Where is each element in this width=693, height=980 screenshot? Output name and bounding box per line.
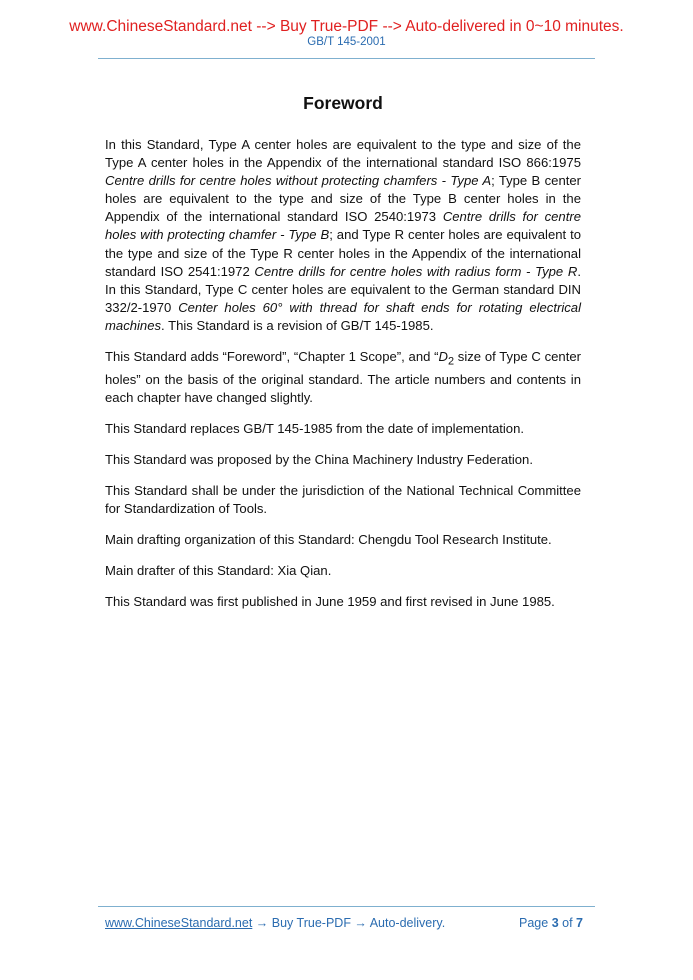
italic-title: Centre drills for centre holes without protecting chamfers - Type A [105,173,492,189]
paragraph-text: size of Type C center holes” on the basis of the original standard. The article numbers and contents in each chapter have changed slightly. [105,349,581,405]
page-of: of [562,916,573,930]
page-indicator [519,916,583,931]
page-title: Foreword [303,93,383,113]
symbol-d: D [438,349,448,365]
paragraph-history: This Standard was first published in June 1959 and first revised in June 1985. [105,594,555,610]
footer-links [105,916,445,931]
footer-divider [98,906,595,907]
arrow-icon: → [350,916,370,930]
paragraph-additions [105,348,581,407]
symbol-subscript: 2 [447,355,455,368]
page-label: Page [519,916,549,930]
auto-delivery-text: Auto-delivery. [369,916,446,930]
paragraph-proposed-by: This Standard was proposed by the China Machinery Industry Federation. [105,452,533,468]
paragraph-drafting-org: Main drafting organization of this Standard: Chengdu Tool Research Institute. [105,532,552,548]
document-code: GB/T 145-2001 [307,36,386,48]
page-total: 7 [576,916,583,930]
italic-title: Centre drills for centre holes with protecting chamfer - Type B [105,209,581,243]
paragraph-text: In this Standard, Type A center holes are equivalent to the type and size of the Type A center holes in the Appendix of the international standard ISO 866:1975 [105,137,581,171]
paragraph-text: This Standard adds “Foreword”, “Chapter 1 Scope”, and “ [105,349,439,365]
paragraph-text: ; and Type R center holes are equivalent to the type and size of the Type R center holes in the Appendix of the international standard ISO 2541:1972 [105,227,581,279]
paragraph-text: . This Standard is a revision of GB/T 145-1985. [161,317,434,333]
italic-title: Centre drills for centre holes with radius form - Type R [254,263,578,279]
paragraph-equivalence [105,136,581,335]
promo-banner[interactable]: www.ChineseStandard.net --> Buy True-PDF --> Auto-delivered in 0~10 minutes. [69,18,624,35]
paragraph-replaces: This Standard replaces GB/T 145-1985 from the date of implementation. [105,420,524,436]
paragraph-drafter: Main drafter of this Standard: Xia Qian. [105,563,332,579]
page-current: 3 [551,916,559,930]
italic-title: Center holes 60° with thread for shaft ends for rotating electrical machines [105,299,581,333]
header-divider [98,58,595,59]
buy-pdf-link[interactable]: Buy True-PDF [271,916,351,930]
site-link[interactable]: www.ChineseStandard.net [105,916,253,930]
paragraph-jurisdiction: This Standard shall be under the jurisdiction of the National Technical Committee for Standardization of Tools. [105,483,581,517]
paragraph-text: ; Type B center holes are equivalent to the type and size of the Type B center holes in the Appendix of the international standard ISO 2540:1973 [105,173,582,225]
arrow-icon: → [252,916,272,930]
document-body [105,136,581,625]
paragraph-text: . In this Standard, Type C center holes are equivalent to the German standard DIN 332/2-1970 [105,263,581,315]
